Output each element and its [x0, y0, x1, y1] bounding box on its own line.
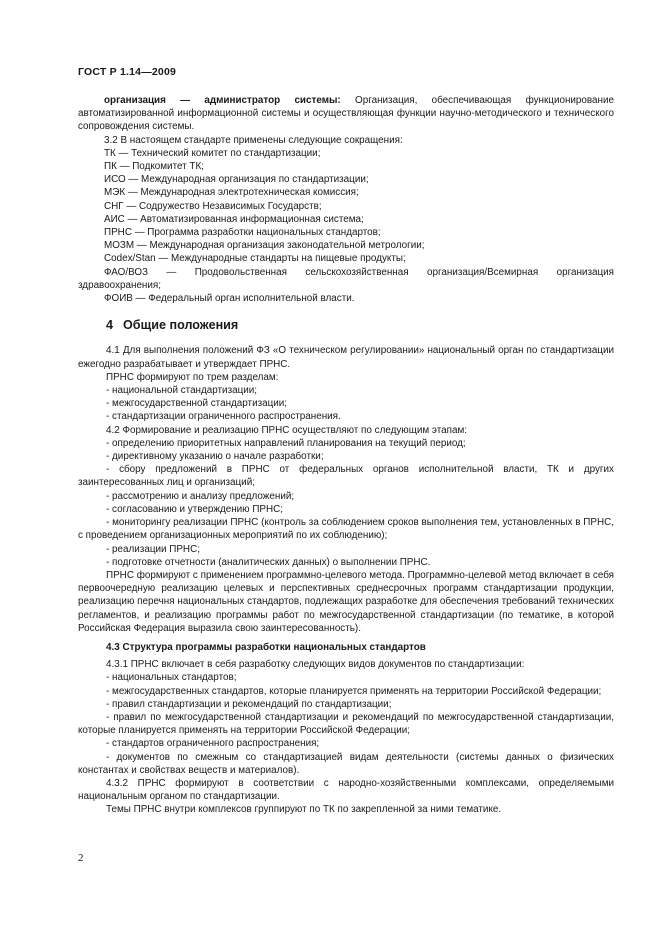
clause-4-2: 4.2 Формирование и реализацию ПРНС осуществляют по следующим этапам:: [106, 424, 467, 436]
list-item: - подготовке отчетности (аналитических данных) о выполнении ПРНС.: [78, 556, 614, 569]
abbrev-item: ТК — Технический комитет по стандартизации;: [104, 147, 321, 159]
list-item: - национальных стандартов;: [78, 671, 614, 684]
page-body: [78, 94, 614, 817]
clause-text: ПРНС формируют с применением программно-целевого метода. Программно-целевой метод включает в себя первоочередную реализацию целевых и перспективных среднесрочных программ стандартизации продукции, реализацию перечня национальных стандартов, подлежащих разработке для обеспечения требований технических регламентов, и реализацию программы работ по межгосударственной стандартизации (по тематике, в которой Российская Федерация выразила свою заинтересованность).: [78, 569, 614, 634]
list-item: - межгосударственной стандартизации;: [78, 397, 614, 410]
list-item: - сбору предложений в ПРНС от федеральных органов исполнительной власти, ТК и других заинтересованных лиц и организаций;: [78, 463, 614, 489]
list-item: - правил по межгосударственной стандартизации и рекомендаций по межгосударственной стандартизации, которые планируется применять на территории Российской Федерации;: [78, 711, 614, 737]
term-definition: [78, 94, 614, 134]
list-item: - реализации ПРНС;: [78, 543, 614, 556]
list-item: - мониторингу реализации ПРНС (контроль за соблюдением сроков выполнения тем, установленных в ПРНС, с проведением организационных мероприятий по их соблюдению);: [78, 516, 614, 542]
abbrev-item: СНГ — Содружество Независимых Государств;: [104, 200, 322, 212]
term: организация — администратор системы:: [104, 95, 341, 106]
abbrev-item: ФАО/ВОЗ — Продовольственная сельскохозяйственная организация/Всемирная организация здравоохранения;: [78, 266, 614, 291]
abbrev-item: ИСО — Международная организация по стандартизации;: [104, 174, 369, 186]
term-definition-text: Организация, обеспечивающая функционирование автоматизированной информационной системы и осуществляющая функции научно-методического и технического сопровождения системы.: [78, 95, 614, 133]
list-item: - директивному указанию о начале разработки;: [78, 450, 614, 463]
clause-4-1: 4.1 Для выполнения положений ФЗ «О техническом регулировании» национальный орган по стандартизации ежегодно разрабатывает и утверждает ПРНС.: [78, 345, 614, 370]
list-item: - правил стандартизации и рекомендаций по стандартизации;: [78, 698, 614, 711]
clause-text: ПРНС формируют по трем разделам:: [106, 371, 279, 383]
list-item: - документов по смежным со стандартизацией видам деятельности (системы данных о физических константах и свойствах веществ и материалов).: [78, 751, 614, 777]
abbrev-item: ПРНС — Программа разработки национальных стандартов;: [104, 227, 381, 239]
list-item: - стандартизации ограниченного распространения.: [78, 410, 614, 423]
clause-text: Темы ПРНС внутри комплексов группируют по ТК по закрепленной за ними тематике.: [106, 804, 502, 816]
page-number: 2: [78, 852, 84, 864]
list-item: - национальной стандартизации;: [78, 384, 614, 397]
list-item: - определению приоритетных направлений планирования на текущий период;: [78, 437, 614, 450]
abbrev-item: Codex/Stan — Международные стандарты на пищевые продукты;: [104, 253, 406, 265]
list-item: - рассмотрению и анализу предложений;: [78, 490, 614, 503]
abbrev-lead: 3.2 В настоящем стандарте применены следующие сокращения:: [104, 134, 403, 146]
abbrev-item: АИС — Автоматизированная информационная система;: [104, 213, 364, 225]
section-number: 4: [106, 318, 114, 333]
abbrev-item: МЭК — Международная электротехническая комиссия;: [104, 187, 359, 199]
section-title: Общие положения: [123, 318, 239, 333]
list-item: - стандартов ограниченного распространения;: [78, 737, 614, 750]
clause-4-3-2: 4.3.2 ПРНС формируют в соответствии с народно-хозяйственными комплексами, определяемыми национальным органом по стандартизации.: [78, 777, 614, 803]
abbrev-item: МОЗМ — Международная организация законодательной метрологии;: [104, 240, 425, 252]
abbrev-item: ПК — Подкомитет ТК;: [104, 161, 204, 173]
section-heading: [106, 319, 614, 332]
list-item: - согласованию и утверждению ПРНС;: [78, 503, 614, 516]
standard-header: ГОСТ Р 1.14—2009: [78, 66, 177, 78]
abbrev-item: ФОИВ — Федеральный орган исполнительной власти.: [104, 293, 355, 305]
clause-4-3-1: 4.3.1 ПРНС включает в себя разработку следующих видов документов по стандартизации:: [106, 659, 525, 671]
subsection-heading: 4.3 Структура программы разработки национальных стандартов: [106, 641, 426, 653]
list-item: - межгосударственных стандартов, которые планируется применять на территории Российской Федерации;: [78, 685, 614, 698]
